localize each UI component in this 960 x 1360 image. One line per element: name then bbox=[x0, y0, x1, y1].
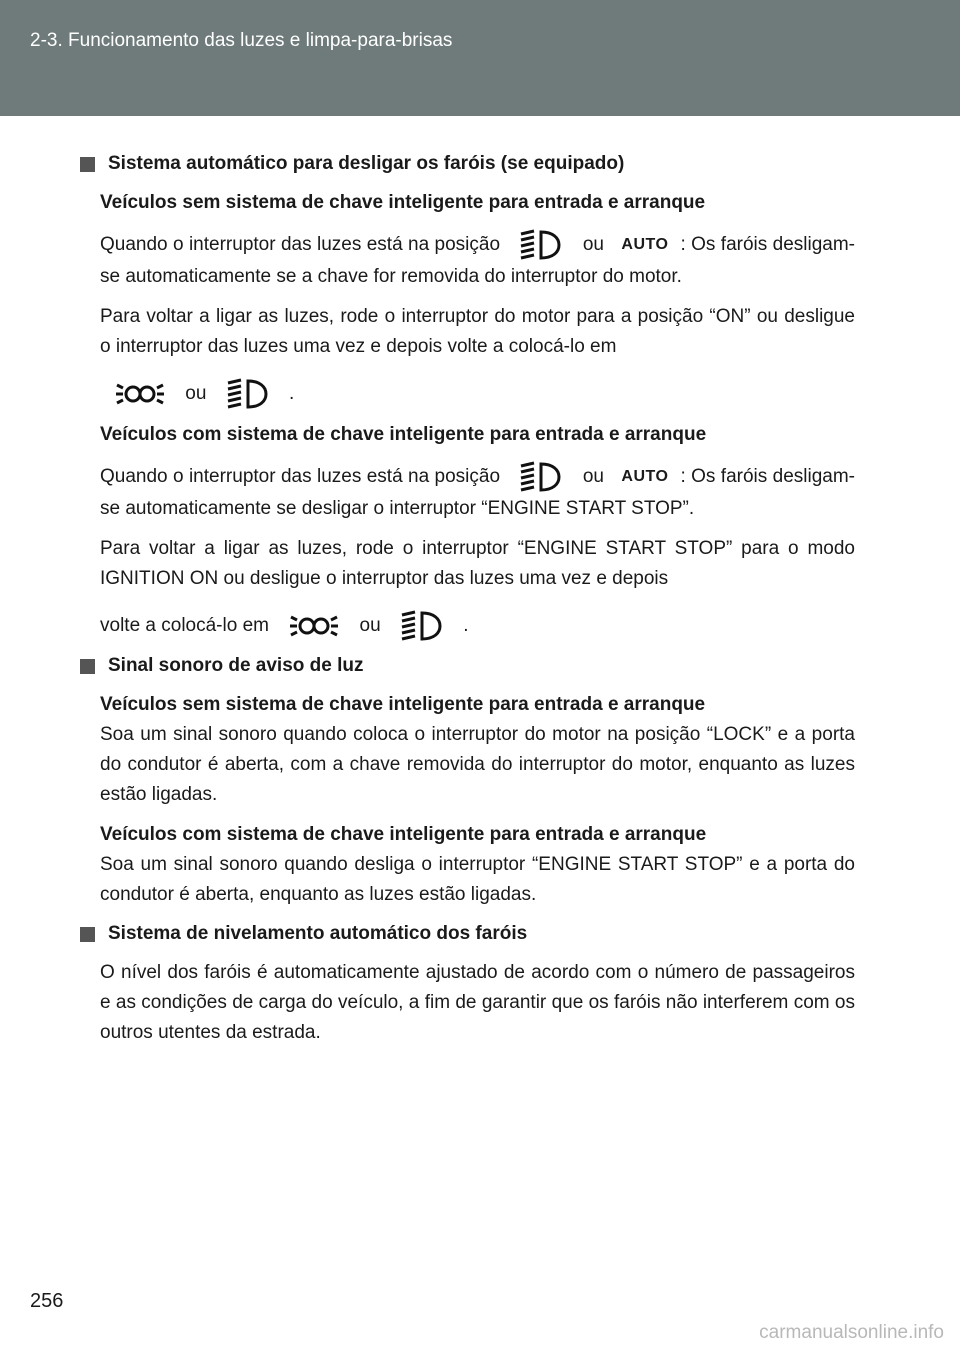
paragraph: Quando o interruptor das luzes está na posição ou AUTO : Os faróis desligam-se automaticamente se a chave for removida do interruptor do motor. bbox=[100, 228, 855, 292]
headlight-icon bbox=[519, 460, 563, 494]
section-heading-light-reminder: Sinal sonoro de aviso de luz bbox=[80, 652, 855, 680]
subheading-no-smart-key: Veículos sem sistema de chave inteligente para entrada e arranque bbox=[100, 192, 706, 213]
tail-light-icon bbox=[114, 377, 166, 411]
paragraph: Para voltar a ligar as luzes, rode o interruptor do motor para a posição “ON” ou desligue o interruptor das luzes uma vez e depois volte a colocá-lo em bbox=[100, 306, 855, 357]
headlight-icon bbox=[519, 228, 563, 262]
auto-icon: AUTO bbox=[621, 236, 669, 253]
paragraph: Para voltar a ligar as luzes, rode o interruptor “ENGINE START STOP” para o modo IGNITION ON ou desligue o interruptor das luzes uma vez e depois bbox=[100, 538, 855, 589]
page-content bbox=[100, 150, 855, 1058]
headlight-icon bbox=[226, 377, 270, 411]
subheading-smart-key: Veículos com sistema de chave inteligente para entrada e arranque bbox=[100, 424, 707, 445]
square-bullet-icon bbox=[80, 927, 95, 942]
subheading-smart-key: Veículos com sistema de chave inteligente para entrada e arranque bbox=[100, 824, 707, 845]
paragraph: Quando o interruptor das luzes está na posição ou AUTO : Os faróis desligam-se automaticamente se desligar o interruptor “ENGINE START STOP”. bbox=[100, 460, 855, 524]
paragraph: Soa um sinal sonoro quando coloca o interruptor do motor na posição “LOCK” e a porta do condutor é aberta, com a chave removida do interruptor do motor, enquanto as luzes estão ligadas. bbox=[100, 724, 855, 805]
subheading-no-smart-key: Veículos sem sistema de chave inteligente para entrada e arranque bbox=[100, 694, 706, 715]
square-bullet-icon bbox=[80, 659, 95, 674]
tail-light-icon bbox=[288, 609, 340, 643]
chapter-title: 2-3. Funcionamento das luzes e limpa-para-brisas bbox=[30, 30, 453, 51]
auto-icon: AUTO bbox=[621, 468, 669, 485]
section-heading-auto-off: Sistema automático para desligar os faróis (se equipado) bbox=[80, 150, 855, 178]
paragraph: Soa um sinal sonoro quando desliga o interruptor “ENGINE START STOP” e a porta do condutor é aberta, enquanto as luzes estão ligadas. bbox=[100, 854, 855, 905]
square-bullet-icon bbox=[80, 157, 95, 172]
icon-line: ou . bbox=[100, 372, 855, 416]
headlight-icon bbox=[400, 609, 444, 643]
page-header bbox=[0, 0, 960, 116]
watermark: carmanualsonline.info bbox=[759, 1322, 944, 1343]
page-number: 256 bbox=[30, 1290, 64, 1312]
paragraph: O nível dos faróis é automaticamente ajustado de acordo com o número de passageiros e as condições de carga do veículo, a fim de garantir que os faróis não interferem com os outros utentes da estrada. bbox=[100, 962, 855, 1043]
icon-line: volte a colocá-lo em ou . bbox=[100, 604, 855, 648]
section-heading-auto-leveling: Sistema de nivelamento automático dos faróis bbox=[80, 920, 855, 948]
